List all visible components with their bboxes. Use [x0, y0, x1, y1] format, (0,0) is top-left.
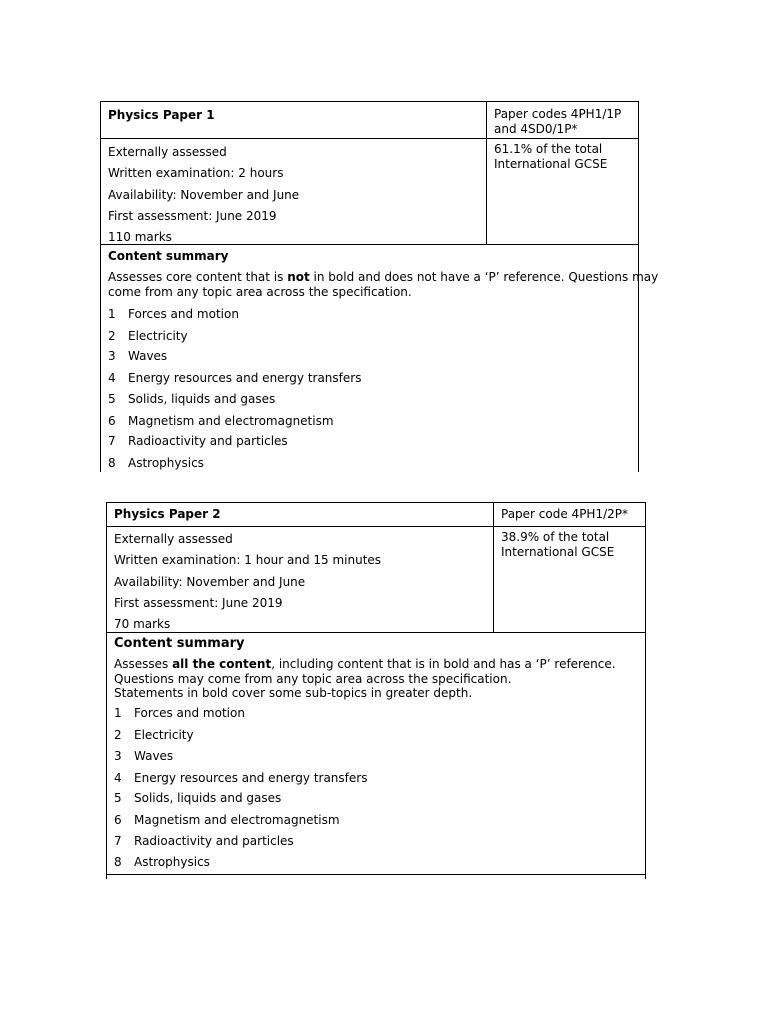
- paper2-header-row: [107, 503, 645, 527]
- paper1-detail: Written examination: 2 hours: [108, 166, 284, 181]
- topic-list-item: 1 Forces and motion: [108, 307, 239, 321]
- paper1-detail: First assessment: June 2019: [108, 208, 277, 223]
- paper1-detail: Externally assessed: [108, 145, 227, 159]
- paper1-share-line1: 61.1% of the total: [494, 142, 603, 156]
- topic-list-item: 4 Energy resources and energy transfers: [108, 370, 362, 385]
- paper1-codes-line1: Paper codes 4PH1/1P: [494, 107, 622, 121]
- paper2-summary-text: Assesses all the content, including content that is in bold and has a ‘P’ reference. Questions may come from any topic area across the specification. Statements in bold cover some sub-topics in greater depth.: [114, 657, 616, 700]
- topic-list-item: 1 Forces and motion: [114, 706, 245, 720]
- paper1-title: Physics Paper 1: [108, 108, 215, 122]
- paper2-detail: 70 marks: [114, 617, 171, 632]
- paper1-summary-text: Assesses core content that is not in bold and does not have a ‘P’ reference. Questions may come from any topic area across the specification.: [108, 270, 659, 299]
- topic-list-item: 6 Magnetism and electromagnetism: [108, 413, 334, 428]
- paper2-detail: Externally assessed: [114, 532, 233, 546]
- paper2-code: Paper code 4PH1/2P*: [501, 507, 628, 521]
- paper1-table: [100, 101, 659, 472]
- topic-list-item: 5 Solids, liquids and gases: [108, 392, 276, 406]
- paper2-table: [106, 502, 646, 879]
- topic-list-item: 8 Astrophysics: [114, 855, 210, 869]
- cropped-row-divider: [107, 874, 645, 875]
- paper1-info-row: [101, 138, 638, 245]
- topic-list-item: 7 Radioactivity and particles: [108, 434, 288, 448]
- paper1-summary-heading: Content summary: [108, 249, 229, 263]
- paper1-codes-line2: and 4SD0/1P*: [494, 122, 578, 136]
- paper1-share-line2: International GCSE: [494, 157, 608, 171]
- paper2-share-line1: 38.9% of the total: [501, 530, 610, 544]
- topic-list-item: 5 Solids, liquids and gases: [114, 791, 282, 805]
- paper2-detail: Availability: November and June: [114, 574, 306, 589]
- paper1-content-summary: [108, 249, 659, 472]
- topic-list-item: 4 Energy resources and energy transfers: [114, 770, 368, 785]
- topic-list-item: 6 Magnetism and electromagnetism: [114, 812, 340, 827]
- topic-list-item: 3 Waves: [114, 749, 174, 763]
- paper2-share-line2: International GCSE: [501, 545, 615, 559]
- paper2-detail: First assessment: June 2019: [114, 595, 283, 610]
- paper1-detail: 110 marks: [108, 230, 172, 245]
- paper1-detail: Availability: November and June: [108, 187, 300, 202]
- paper2-title: Physics Paper 2: [114, 507, 221, 521]
- paper2-info-row: [107, 526, 645, 633]
- paper2-content-summary: [114, 636, 639, 879]
- paper1-header-row: [101, 102, 638, 139]
- topic-list-item: 2 Electricity: [108, 328, 188, 343]
- topic-list-item: 3 Waves: [108, 349, 168, 363]
- topic-list-item: 8 Astrophysics: [108, 455, 204, 470]
- paper2-summary-heading: Content summary: [114, 636, 245, 651]
- topic-list-item: 7 Radioactivity and particles: [114, 834, 294, 848]
- topic-list-item: 2 Electricity: [114, 727, 194, 742]
- paper2-detail: Written examination: 1 hour and 15 minutes: [114, 553, 382, 568]
